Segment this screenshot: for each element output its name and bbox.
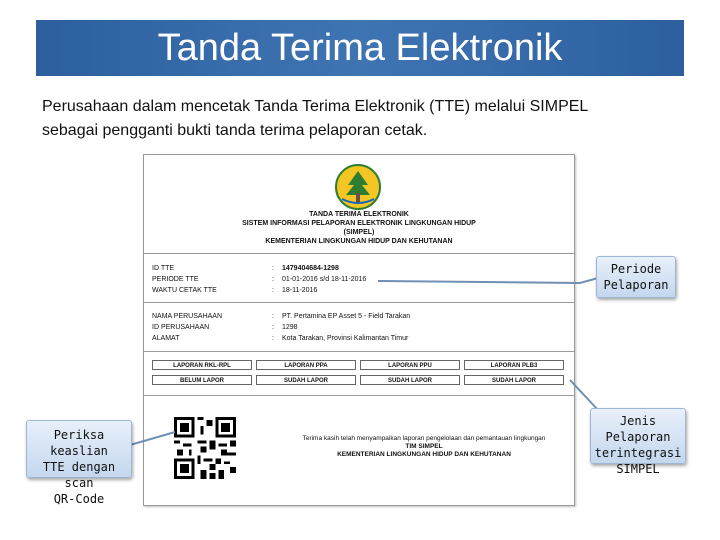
intro-line-2: sebagai pengganti bukti tanda terima pelaporan cetak. xyxy=(42,122,428,139)
field-colon: : xyxy=(272,313,274,320)
callout-line: terintegrasi xyxy=(594,446,682,460)
header-line-2: SISTEM INFORMASI PELAPORAN ELEKTRONIK LINGKUNGAN HIDUP xyxy=(242,220,476,227)
callout-periode-pelaporan xyxy=(596,256,676,298)
field-colon: : xyxy=(272,335,274,342)
tte-document xyxy=(143,154,575,506)
callout-line: Periode xyxy=(610,262,662,276)
header-line-1: TANDA TERIMA ELEKTRONIK xyxy=(309,211,409,218)
field-colon: : xyxy=(272,324,274,331)
thanks-line-1: Terima kasih telah menyampaikan laporan pengelolaan dan pemantauan lingkungan xyxy=(302,435,546,442)
report-type-cell: LAPORAN RKL-RPL xyxy=(152,360,252,370)
callout-line: SIMPEL xyxy=(616,462,660,476)
thanks-line-3: KEMENTERIAN LINGKUNGAN HIDUP DAN KEHUTANAN xyxy=(337,451,511,458)
callout-line: QR-Code xyxy=(53,492,105,506)
divider xyxy=(144,302,574,303)
callout-line: Periksa keaslian xyxy=(50,428,108,458)
field-label: NAMA PERUSAHAAN xyxy=(152,313,223,320)
qr-code-icon xyxy=(174,417,236,479)
field-label: ID TTE xyxy=(152,265,175,272)
field-value: 1479404684-1298 xyxy=(282,265,339,272)
header-line-4: KEMENTERIAN LINGKUNGAN HIDUP DAN KEHUTANAN xyxy=(265,238,453,245)
field-label: ID PERUSAHAAN xyxy=(152,324,210,331)
klhk-tree-logo-icon xyxy=(334,163,382,211)
report-type-cell: LAPORAN PLB3 xyxy=(464,360,564,370)
divider xyxy=(144,253,574,254)
divider xyxy=(144,351,574,352)
field-value: Kota Tarakan, Provinsi Kalimantan Timur xyxy=(282,335,409,342)
report-status-cell: SUDAH LAPOR xyxy=(256,375,356,385)
report-status-cell: SUDAH LAPOR xyxy=(360,375,460,385)
report-type-cell: LAPORAN PPU xyxy=(360,360,460,370)
divider xyxy=(144,395,574,396)
field-colon: : xyxy=(272,287,274,294)
field-value: 1298 xyxy=(282,324,298,331)
intro-line-1: Perusahaan dalam mencetak Tanda Terima Elektronik (TTE) melalui SIMPEL xyxy=(42,98,589,115)
field-value: PT. Pertamina EP Asset 5 - Field Tarakan xyxy=(282,313,411,320)
callout-line: TTE dengan scan xyxy=(42,460,116,490)
slide-title: Tanda Terima Elektronik xyxy=(36,20,684,76)
field-value: 01-01-2016 s/d 18-11-2016 xyxy=(282,276,367,283)
field-label: PERIODE TTE xyxy=(152,276,199,283)
report-status-cell: SUDAH LAPOR xyxy=(464,375,564,385)
header-line-3: (SIMPEL) xyxy=(343,229,375,236)
report-status-cell: BELUM LAPOR xyxy=(152,375,252,385)
report-type-cell: LAPORAN PPA xyxy=(256,360,356,370)
callout-line: Jenis Pelaporan xyxy=(605,414,671,444)
field-label: WAKTU CETAK TTE xyxy=(152,287,217,294)
callout-line: Pelaporan xyxy=(603,278,669,292)
intro-text xyxy=(42,95,682,143)
document-header xyxy=(144,210,574,246)
callout-qr-check xyxy=(26,420,132,506)
field-label: ALAMAT xyxy=(152,335,180,342)
field-colon: : xyxy=(272,265,274,272)
field-value: 18-11-2016 xyxy=(282,287,318,294)
field-colon: : xyxy=(272,276,274,283)
thanks-line-2: TIM SIMPEL xyxy=(405,443,443,450)
thank-you-note xyxy=(274,435,574,459)
callout-jenis-pelaporan xyxy=(590,408,686,476)
